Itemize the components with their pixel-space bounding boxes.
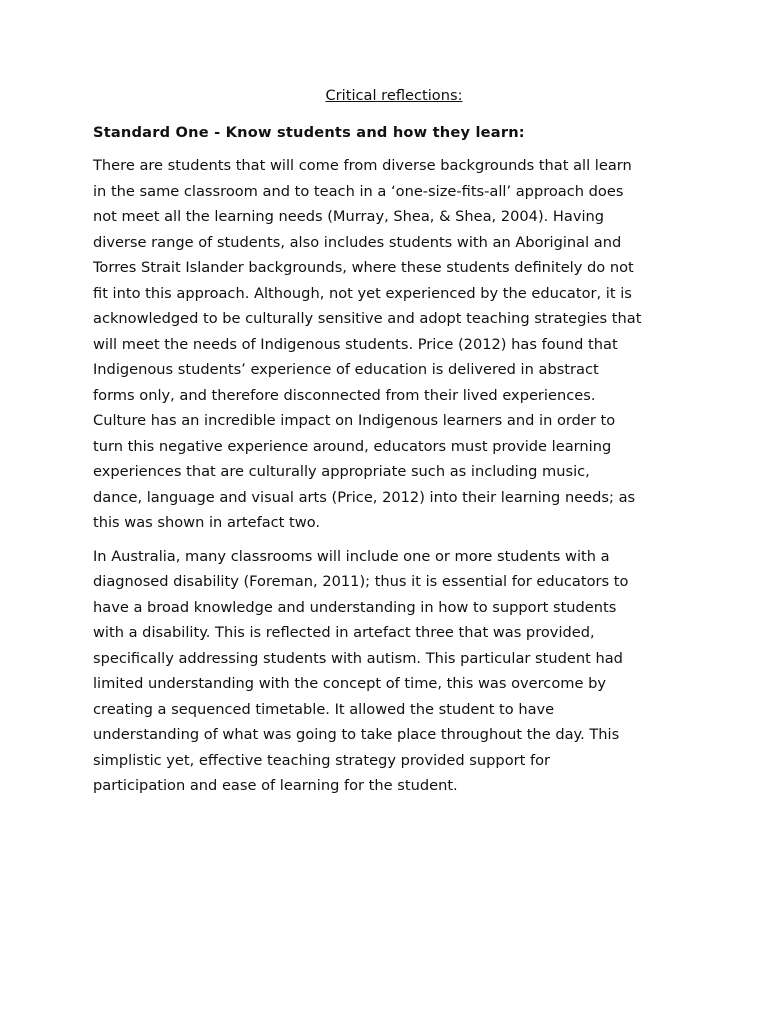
text-line: diverse range of students, also includes students with an Aboriginal and (93, 233, 622, 251)
text-line: creating a sequenced timetable. It allowed the student to have (93, 700, 555, 718)
text-line: experiences that are culturally appropriate such as including music, (93, 463, 590, 480)
text-line: In Australia, many classrooms will include one or more students with a (93, 547, 610, 565)
text-line: forms only, and therefore disconnected from their lived experiences. (93, 386, 596, 404)
text-line: Torres Strait Islander backgrounds, where these students definitely do not (93, 259, 634, 276)
document-page (93, 86, 683, 807)
section-heading: Standard One - Know students and how they learn: (93, 124, 525, 141)
text-line: fit into this approach. Although, not yet experienced by the educator, it is (93, 284, 632, 302)
text-line: Indigenous students’ experience of education is delivered in abstract (93, 361, 599, 378)
text-line: understanding of what was going to take place throughout the day. This (93, 726, 620, 743)
text-line: diagnosed disability (Foreman, 2011); thus it is essential for educators to (93, 573, 629, 590)
text-line: Culture has an incredible impact on Indigenous learners and in order to (93, 412, 616, 429)
paragraph-2 (93, 544, 683, 799)
text-line: There are students that will come from diverse backgrounds that all learn (93, 157, 632, 174)
text-line: participation and ease of learning for the student. (93, 777, 458, 794)
text-line: have a broad knowledge and understanding in how to support students (93, 598, 617, 616)
text-line: not meet all the learning needs (Murray, Shea, & Shea, 2004). Having (93, 208, 605, 225)
paragraph-1 (93, 153, 683, 536)
text-line: limited understanding with the concept of time, this was overcome by (93, 675, 606, 692)
text-line: this was shown in artefact two. (93, 514, 321, 531)
text-line: turn this negative experience around, educators must provide learning (93, 437, 612, 455)
document-title: Critical reflections: (325, 87, 463, 104)
text-line: with a disability. This is reflected in artefact three that was provided, (93, 624, 595, 641)
text-line: dance, language and visual arts (Price, 2012) into their learning needs; as (93, 488, 636, 506)
text-line: will meet the needs of Indigenous students. Price (2012) has found that (93, 335, 618, 353)
text-line: in the same classroom and to teach in a ‘one-size-fits-all’ approach does (93, 182, 624, 200)
text-line: simplistic yet, effective teaching strategy provided support for (93, 751, 551, 769)
text-line: specifically addressing students with autism. This particular student had (93, 649, 623, 667)
text-line: acknowledged to be culturally sensitive and adopt teaching strategies that (93, 310, 642, 327)
